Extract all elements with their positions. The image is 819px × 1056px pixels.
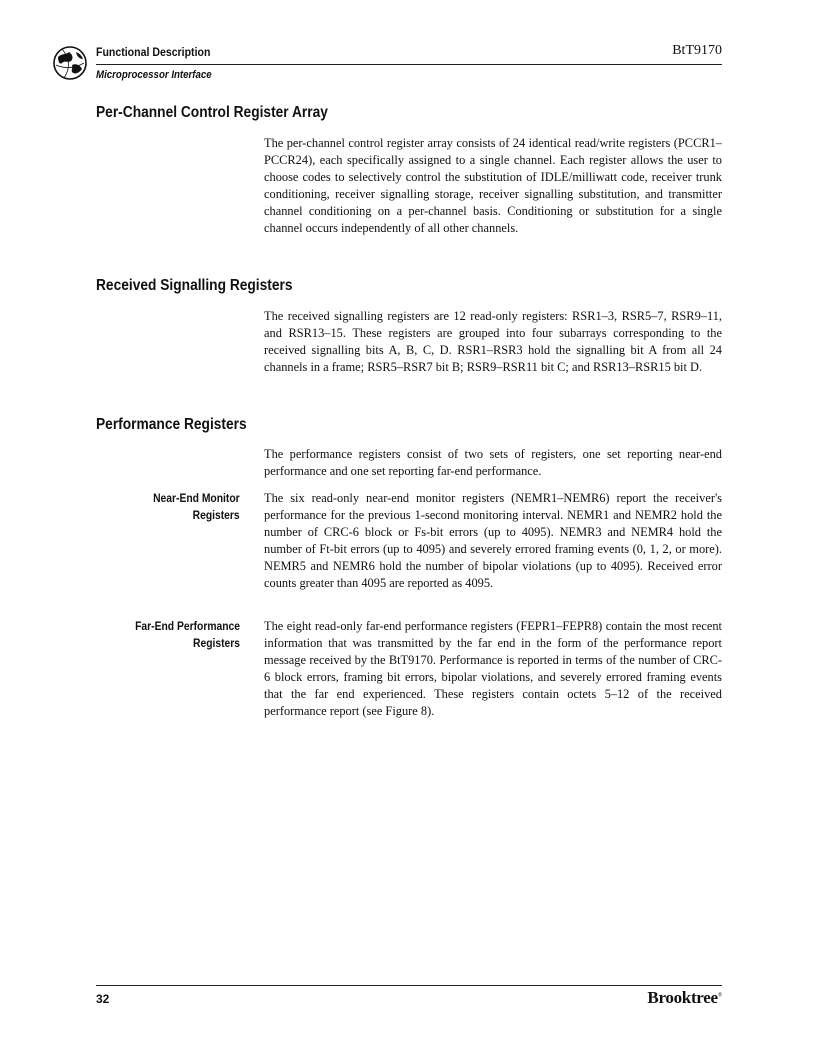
sidehead-near-end-line1: Near-End Monitor [153,491,240,505]
sidehead-near-end-line2: Registers [192,508,240,522]
footer-divider [96,985,722,986]
header-section-title: Functional Description [96,45,211,59]
heading-per-channel-control: Per-Channel Control Register Array [96,104,328,121]
sidehead-far-end-line1: Far-End Performance [135,619,240,633]
paragraph-received-signalling: The received signalling registers are 12 read-only registers: RSR1–3, RSR5–7, RSR9–11, and RSR13–15. These registers are grouped into four subarrays corresponding to the received signalling bits A, B, C, D. RSR1–RSR3 hold the signalling bit A from all 24 channels in a frame; RSR5–RSR7 bit B; RSR9–RSR11 bit C; and RSR13–RSR15 bit D. [264,309,722,374]
paragraph-near-end-monitor: The six read-only near-end monitor registers (NEMR1–NEMR6) report the receiver's performance for the previous 1-second monitoring interval. NEMR1 and NEMR2 hold the number of CRC-6 block or Fs-bit errors (up to 4095). NEMR3 and NEMR4 hold the number of Ft-bit errors (up to 4095) and severely errored framing events (0, 1, 2, or more). NEMR5 and NEMR6 hold the number of bipolar violations (up to 4095). Received error counts greater than 4095 are reported as 4095. [264,491,722,590]
brooktree-globe-logo-icon [52,45,88,81]
brand-name: Brooktree [647,988,718,1007]
heading-received-signalling: Received Signalling Registers [96,277,293,294]
brooktree-logo [647,988,722,1008]
header-divider [96,64,722,65]
registered-mark: ® [717,992,722,999]
page-number: 32 [96,992,110,1006]
paragraph-per-channel-control: The per-channel control register array consists of 24 identical read/write registers (PCCR1–PCCR24), each specifically assigned to a single channel. Each register allows the user to choose codes to selectively control the substitution of IDLE/milliwatt code, receiver trunk conditioning, receiver signalling storage, receiver signalling substitution, and transmitter channel conditioning on a per-channel basis. Conditioning or substitution for a single channel occurs independently of all other channels. [264,136,722,235]
header-subsection-title: Microprocessor Interface [96,69,212,81]
heading-performance-registers: Performance Registers [96,416,247,433]
sidehead-near-end-monitor [153,490,240,524]
sidehead-far-end-line2: Registers [192,636,240,650]
paragraph-performance-intro: The performance registers consist of two sets of registers, one set reporting near-end performance and one set reporting far-end performance. [264,447,722,478]
paragraph-far-end-performance: The eight read-only far-end performance registers (FEPR1–FEPR8) contain the most recent information that was transmitted by the far end in the form of the performance report message received by the BtT9170. Performance is reported in terms of the number of CRC-6 block errors, framing bit errors, bipolar violations, and severely errored framing events that the far end experienced. These registers contain octets 5–12 of the received performance report (see Figure 8). [264,619,722,718]
sidehead-far-end-performance [135,618,240,652]
header-product-name: BtT9170 [672,43,722,58]
